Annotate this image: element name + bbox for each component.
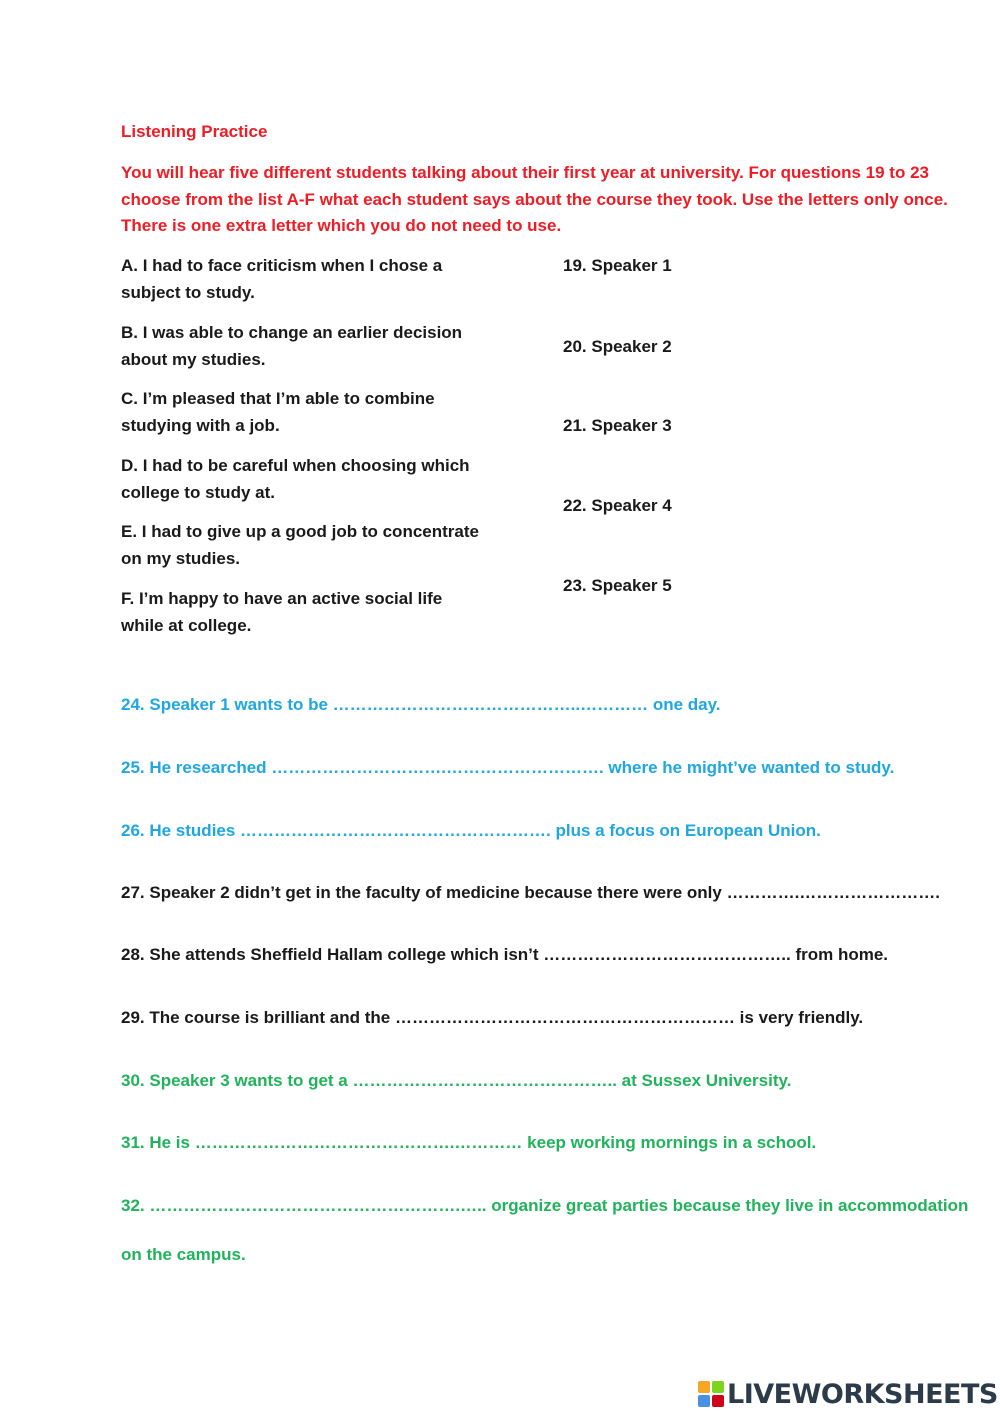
question-32: 32. ……………………………………………….….. organize great parties because they live in accommodation (121, 1196, 969, 1215)
liveworksheets-logo-text: LIVEWORKSHEETS (727, 1378, 998, 1410)
question-31: 31. He is ……………………………………….………… keep working mornings in a school. (121, 1133, 817, 1152)
question-25: 25. He researched ………………………….………………………. where he might’ve wanted to study. (121, 758, 895, 777)
option-a-line1: A. I had to face criticism when I chose a (121, 256, 443, 275)
question-29: 29. The course is brilliant and the …………………………………………………… is very friendly. (121, 1008, 864, 1027)
option-e-line1: E. I had to give up a good job to concentrate (121, 522, 479, 541)
option-e (121, 518, 511, 572)
option-b-line2: about my studies. (121, 350, 266, 369)
option-a-line2: subject to study. (121, 283, 255, 302)
question-24: 24. Speaker 1 wants to be ……………………………………..………… one day. (121, 695, 721, 714)
question-30: 30. Speaker 3 wants to get a ……………………………………….. at Sussex University. (121, 1071, 792, 1090)
speaker-22-label: 22. Speaker 4 (563, 496, 672, 515)
speaker-19-label: 19. Speaker 1 (563, 256, 672, 275)
speaker-20-label: 20. Speaker 2 (563, 337, 672, 356)
question-32-continued: on the campus. (121, 1245, 246, 1264)
worksheet-title: Listening Practice (121, 122, 268, 141)
speaker-21-label: 21. Speaker 3 (563, 416, 672, 435)
question-28: 28. She attends Sheffield Hallam college which isn’t …………………………………….. from home. (121, 945, 889, 964)
speaker-23-label: 23. Speaker 5 (563, 576, 672, 595)
option-e-line2: on my studies. (121, 549, 241, 568)
option-d-line2: college to study at. (121, 483, 275, 502)
question-27: 27. Speaker 2 didn’t get in the faculty of medicine because there were only ………….……………………. (121, 883, 941, 902)
liveworksheets-logo-icon (698, 1381, 724, 1407)
option-b (121, 319, 511, 373)
option-c-line2: studying with a job. (121, 416, 280, 435)
option-c (121, 385, 511, 439)
option-f (121, 585, 511, 639)
option-c-line1: C. I’m pleased that I’m able to combine (121, 389, 435, 408)
option-b-line1: B. I was able to change an earlier decision (121, 323, 463, 342)
option-d (121, 452, 511, 506)
option-d-line1: D. I had to be careful when choosing which (121, 456, 470, 475)
question-26: 26. He studies ………………………………………………. plus a focus on European Union. (121, 821, 821, 840)
worksheet-instructions: You will hear five different students talking about their first year at university. For questions 19 to 23 choose from the list A-F what each student says about the course they took. Use the letters only once. There is one extra letter which you do not need to use. (121, 163, 948, 235)
option-f-line2: while at college. (121, 616, 252, 635)
option-f-line1: F. I’m happy to have an active social life (121, 589, 443, 608)
option-a (121, 252, 511, 306)
liveworksheets-logo (698, 1378, 998, 1410)
